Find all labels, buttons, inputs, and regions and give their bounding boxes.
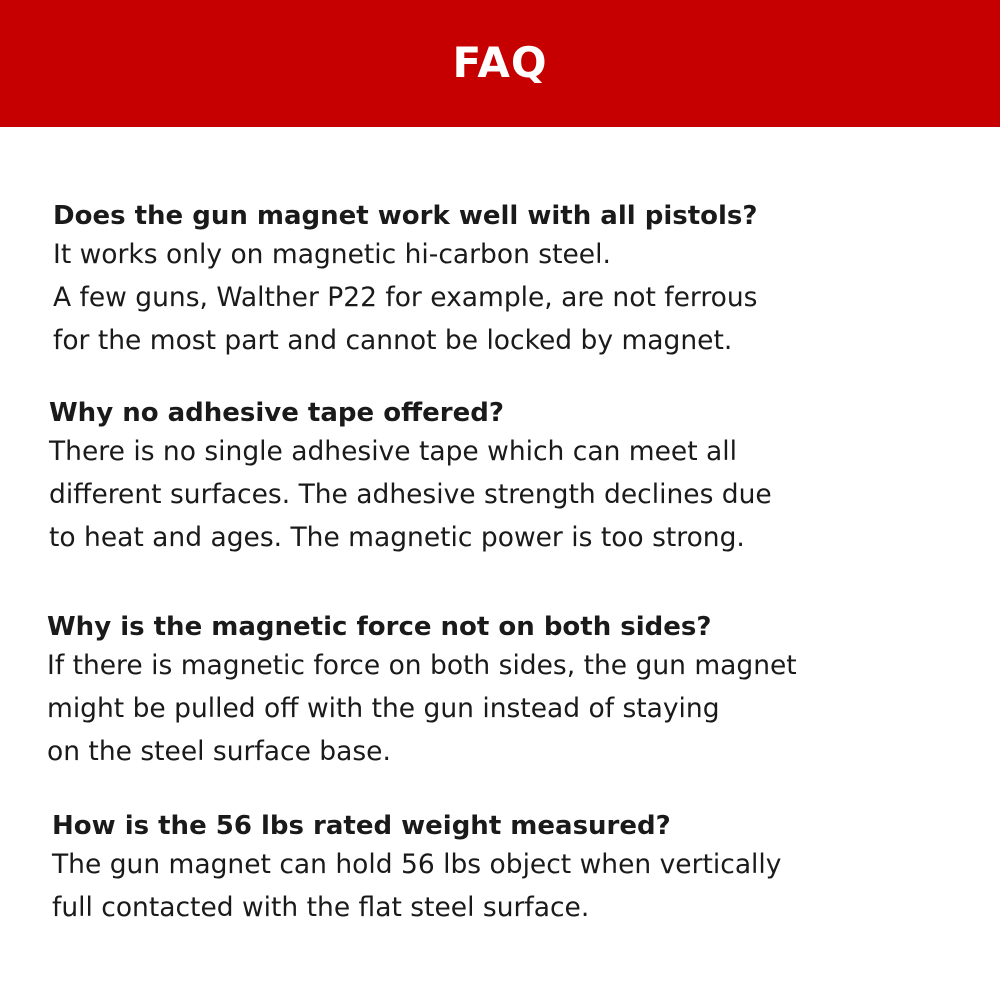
faq-answer-line: might be pulled off with the gun instead of staying xyxy=(47,693,720,724)
page-title: FAQ xyxy=(452,38,548,87)
faq-answer xyxy=(52,843,1000,929)
faq-answer-line: A few guns, Walther P22 for example, are not ferrous xyxy=(53,282,758,313)
faq-answer xyxy=(47,644,1000,773)
faq-item xyxy=(52,809,1000,929)
faq-answer-line: There is no single adhesive tape which can meet all xyxy=(49,436,737,467)
faq-question: How is the 56 lbs rated weight measured? xyxy=(52,811,671,841)
faq-answer-line: to heat and ages. The magnetic power is too strong. xyxy=(49,522,745,553)
faq-question: Why is the magnetic force not on both sides? xyxy=(47,612,712,642)
faq-answer xyxy=(49,430,1000,559)
faq-answer-line: If there is magnetic force on both sides, the gun magnet xyxy=(47,650,797,681)
faq-answer-line: The gun magnet can hold 56 lbs object when vertically xyxy=(52,849,782,880)
faq-answer-line: full contacted with the flat steel surface. xyxy=(52,892,590,923)
faq-answer-line: on the steel surface base. xyxy=(47,736,391,767)
faq-answer xyxy=(53,233,1000,362)
faq-answer-line: It works only on magnetic hi-carbon steel. xyxy=(53,239,611,270)
faq-header-banner xyxy=(0,0,1000,127)
faq-item xyxy=(47,610,1000,773)
faq-answer-line: for the most part and cannot be locked by magnet. xyxy=(53,325,733,356)
faq-item xyxy=(53,199,1000,362)
faq-item xyxy=(49,396,1000,559)
faq-answer-line: different surfaces. The adhesive strength declines due xyxy=(49,479,772,510)
faq-question: Why no adhesive tape offered? xyxy=(49,398,504,428)
faq-question: Does the gun magnet work well with all pistols? xyxy=(53,201,758,231)
